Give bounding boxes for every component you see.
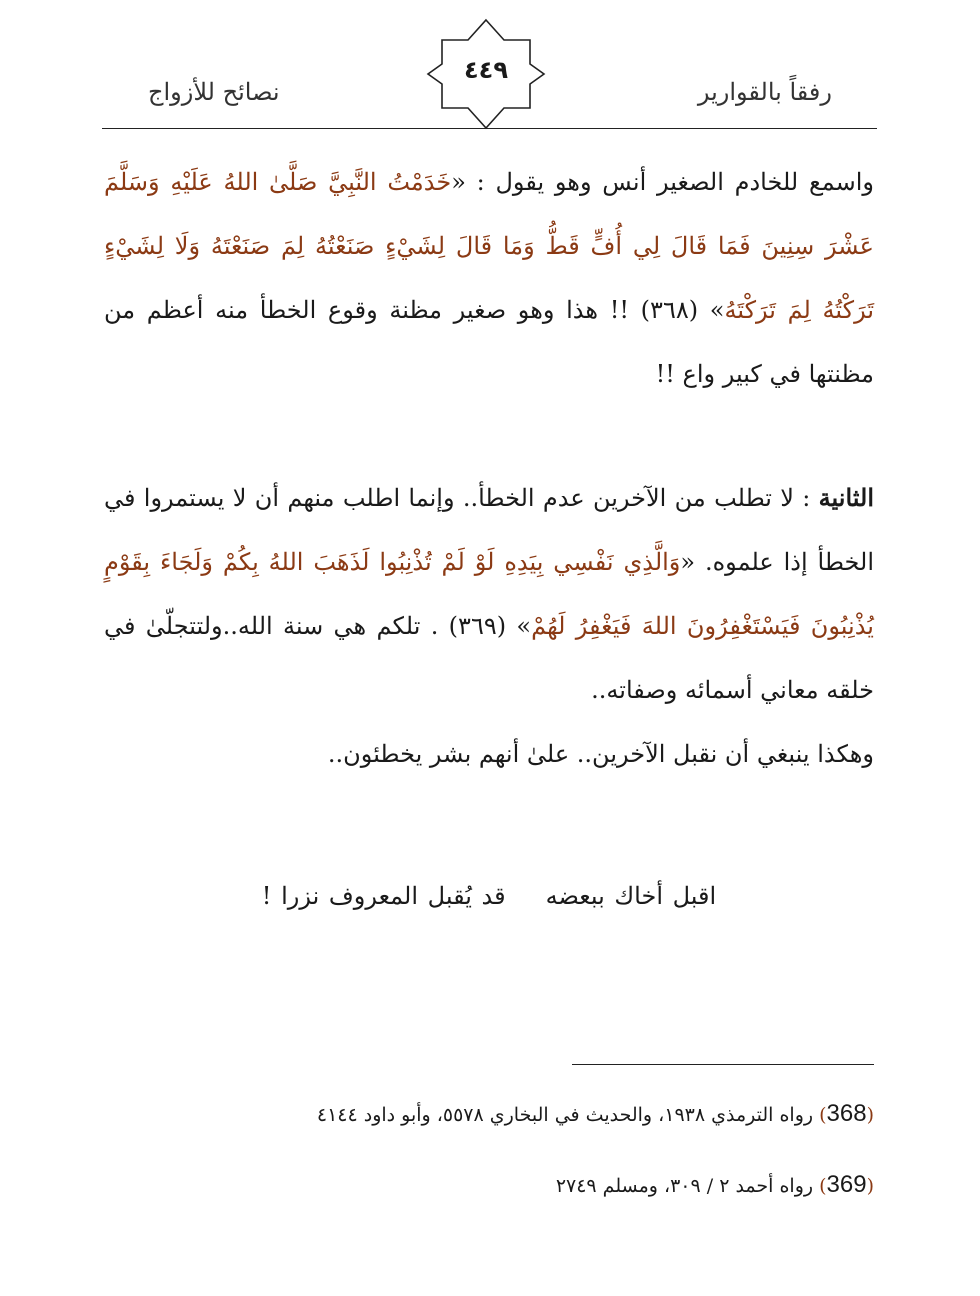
hadith-quote: وَالَّذِي نَفْسِي بِيَدِهِ لَوْ لَمْ تُذْنِبُوا لَذَهَبَ اللهُ بِكُمْ وَلَجَاءَ بِقَوْمٍ يُذْنِبُونَ فَيَسْتَغْفِرُونَ اللهَ فَيَغْفِرُ لَهُمْ [104,548,874,640]
footnote-text: رواه أحمد ٢ / ٣٠٩، ومسلم ٢٧٤٩ [555,1175,820,1197]
main-text [104,150,874,952]
footnote-bracket: ( [866,1104,874,1126]
page-number: ٤٤٩ [464,56,508,84]
paragraph-close: » (٣٦٨) !! هذا وهو صغير مظنة وقوع الخطأ منه أعظم من مظنتها في كبير واع !! [104,296,874,388]
verse-second-hemistich: قد يُقبل المعروف نزرا ! [261,882,506,910]
paragraph-anas [104,150,874,406]
running-title-book: رفقاً بالقوارير [697,78,832,106]
hadith-quote: خَدَمْتُ النَّبِيَّ صَلَّىٰ اللهُ عَلَيْهِ وَسَلَّمَ عَشْرَ سِنِينَ فَمَا قَالَ لِي أُفٍّ قَطُّ وَمَا قَالَ لِشَيْءٍ صَنَعْتُهُ لِمَ صَنَعْتَهُ وَلَا لِشَيْءٍ تَرَكْتُهُ لِمَ تَرَكْتَهُ [104,168,874,324]
paragraph-second [104,466,874,722]
footnotes [104,1096,874,1238]
footnote-rule [572,1064,874,1065]
paragraph-intro: واسمع للخادم الصغير أنس وهو يقول : « [451,168,874,196]
header-rule [102,128,877,129]
footnote-number: 368 [826,1100,867,1127]
footnote-368 [104,1096,874,1133]
footnote-bracket: ) [819,1175,827,1197]
paragraph-intro: : لا تطلب من الآخرين عدم الخطأ.. وإنما اطلب منهم أن لا يستمروا في الخطأ إذا علموه. « [104,484,874,576]
footnote-text: رواه الترمذي ١٩٣٨، والحديث في البخاري ٥٥٧٨، وأبو داود ٤١٤٤ [316,1104,820,1126]
footnote-number: 369 [826,1171,867,1198]
verse-first-hemistich: اقبل أخاك ببعضه [545,882,717,910]
footnote-bracket: ) [819,1104,827,1126]
footnote-369 [104,1167,874,1204]
poetry-verse [104,864,874,928]
paragraph-conclusion: وهكذا ينبغي أن نقبل الآخرين.. علىٰ أنهم بشر يخطئون.. [327,740,874,768]
running-title-chapter: نصائح للأزواج [148,78,280,106]
footnote-bracket: ( [866,1175,874,1197]
section-lead: الثانية [818,483,874,512]
page-header [0,0,980,135]
paragraph-close: » (٣٦٩) . تلكم هي سنة الله..ولتتجلّىٰ في خلقه معاني أسمائه وصفاته.. [104,612,874,704]
page-number-badge [426,18,546,130]
